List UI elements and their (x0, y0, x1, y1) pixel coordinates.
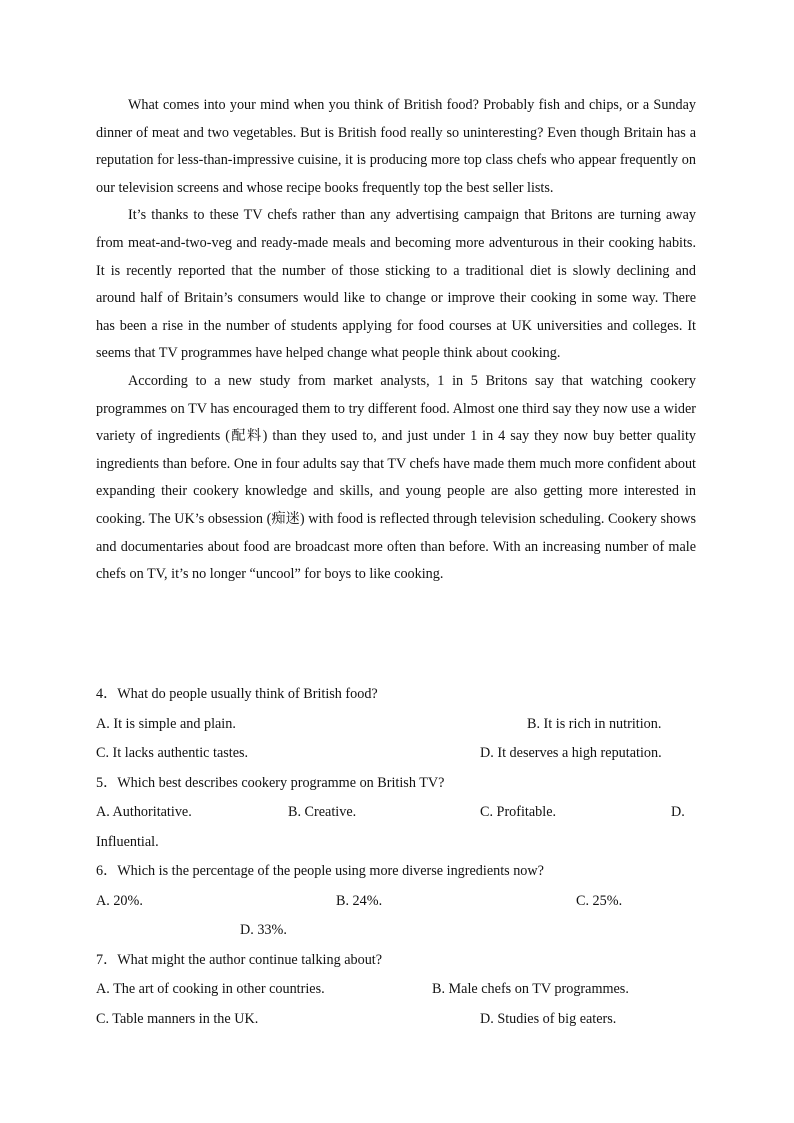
question-5-option-a: A. Authoritative. (96, 804, 192, 820)
passage-paragraph-2: It’s thanks to these TV chefs rather than any advertising campaign that Britons are turning away from meat-and-two-veg and ready-made meals and becoming more adventurous in their cooking habits. It is recently reported that the number of those sticking to a traditional diet is slowly declining and around half of Britain’s consumers would like to change or improve their cooking in some way. There has been a rise in the number of students applying for food courses at UK universities and colleges. It seems that TV programmes have helped change what people think about cooking. (96, 207, 696, 362)
question-4-stem: 4．What do people usually think of British food? (96, 686, 378, 702)
question-7-options-row-2 (96, 1005, 696, 1035)
question-6-stem: 6．Which is the percentage of the people using more diverse ingredients now? (96, 863, 544, 879)
question-4-options-row-2 (96, 739, 696, 769)
reading-passage (96, 92, 696, 589)
question-7-option-a: A. The art of cooking in other countries. (96, 981, 325, 997)
question-7-option-b: B. Male chefs on TV programmes. (432, 981, 629, 997)
question-6-option-c: C. 25%. (576, 892, 623, 909)
question-7-option-d: D. Studies of big eaters. (480, 1010, 617, 1027)
question-6-option-d: D. 33%. (240, 922, 287, 938)
question-6 (96, 857, 696, 946)
question-4-option-a: A. It is simple and plain. (96, 715, 236, 732)
question-7 (96, 946, 696, 1035)
question-4-option-b: B. It is rich in nutrition. (527, 715, 662, 732)
question-4 (96, 680, 696, 769)
question-4-options-row-1 (96, 710, 696, 740)
question-7-options-row-1 (96, 975, 696, 1005)
question-5-stem: 5．Which best describes cookery programme on British TV? (96, 774, 445, 791)
question-6-option-a: A. 20%. (96, 892, 143, 909)
question-5-option-b: B. Creative. (288, 804, 357, 820)
question-5-option-d-text: Influential. (96, 833, 159, 850)
question-5 (96, 769, 696, 858)
question-6-options (96, 887, 696, 946)
question-list (96, 680, 696, 1034)
question-7-option-c: C. Table manners in the UK. (96, 1010, 259, 1027)
question-5-option-c: C. Profitable. (480, 804, 557, 820)
question-7-stem: 7．What might the author continue talking about? (96, 951, 383, 968)
passage-paragraph-3: According to a new study from market analysts, 1 in 5 Britons say that watching cookery programmes on TV has encouraged them to try different food. Almost one third say they now use a wider variety of ingredients (配料) than they used to, and just under 1 in 4 say they now buy better quality ingredients than before. One in four adults say that TV chefs have made them much more confident about expanding their cookery knowledge and skills, and young people are also getting more interested in cooking. The UK’s obsession (痴迷) with food is reflected through television scheduling. Cookery shows and documentaries about food are broadcast more often than before. With an increasing number of male chefs on TV, it’s no longer “uncool” for boys to like cooking. (96, 372, 696, 583)
question-4-option-d: D. It deserves a high reputation. (480, 745, 662, 761)
question-5-options (96, 798, 696, 857)
question-6-option-b: B. 24%. (336, 892, 383, 909)
question-5-option-d: D. (671, 804, 685, 820)
question-4-option-c: C. It lacks authentic tastes. (96, 745, 249, 761)
passage-paragraph-1: What comes into your mind when you think of British food? Probably fish and chips, or a Sunday dinner of meat and two vegetables. But is British food really so uninteresting? Even though Britain has a reputation for less-than-impressive cuisine, it is producing more top class chefs who appear frequently on our television screens and whose recipe books frequently top the best seller lists. (96, 97, 696, 196)
